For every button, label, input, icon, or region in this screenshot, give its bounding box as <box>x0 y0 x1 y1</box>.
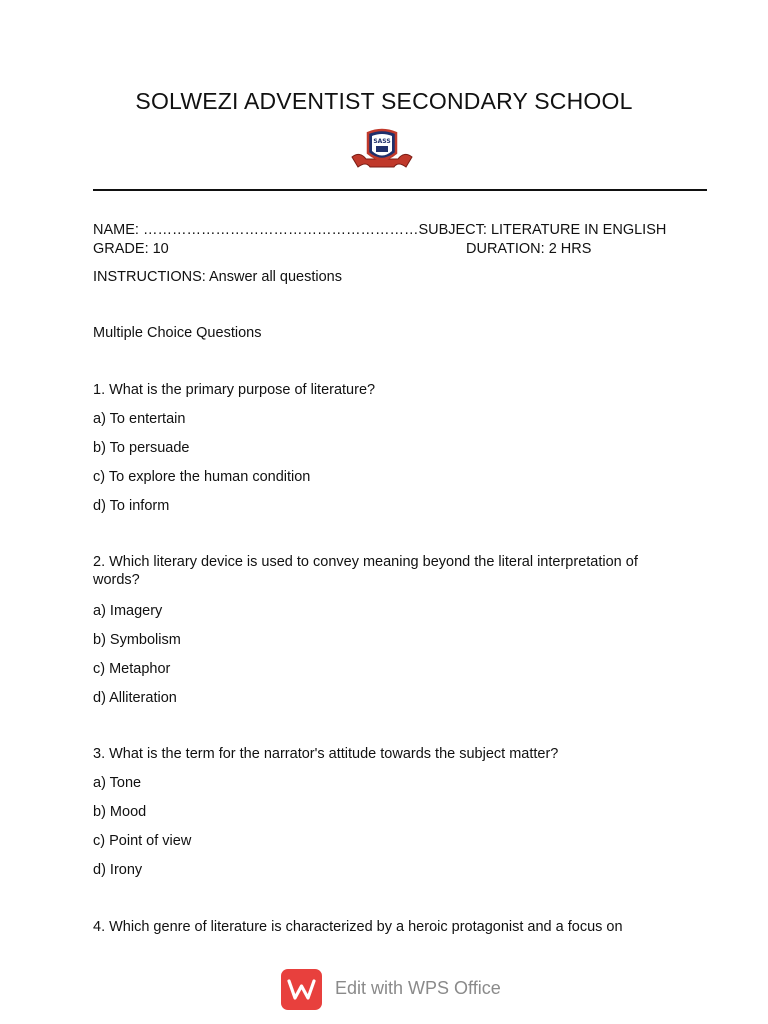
wps-logo-icon[interactable] <box>281 969 322 1010</box>
question-3-option-b: b) Mood <box>93 804 147 820</box>
question-1-option-d: d) To inform <box>93 498 170 514</box>
question-3: 3. What is the term for the narrator's attitude towards the subject matter? <box>93 746 559 762</box>
question-2-option-b: b) Symbolism <box>93 632 181 648</box>
question-2: 2. Which literary device is used to convey meaning beyond the literal interpretation of words? <box>93 554 638 588</box>
grade-line: GRADE: 10 <box>93 241 169 257</box>
school-crest-icon <box>350 127 414 173</box>
question-1-option-b: b) To persuade <box>93 440 190 456</box>
question-1-option-a: a) To entertain <box>93 411 186 427</box>
duration-line: DURATION: 2 HRS <box>466 241 592 257</box>
question-3-option-a: a) Tone <box>93 775 142 791</box>
question-2-option-d: d) Alliteration <box>93 690 177 706</box>
question-3-option-c: c) Point of view <box>93 833 192 849</box>
svg-text:SASS: SASS <box>373 138 391 145</box>
question-2-option-a: a) Imagery <box>93 603 163 619</box>
edit-with-wps-banner[interactable] <box>0 965 768 1015</box>
section-title: Multiple Choice Questions <box>93 325 262 341</box>
name-subject-line: NAME: …………………………………………………SUBJECT: LITERATURE IN ENGLISH <box>93 222 667 238</box>
header-divider <box>93 189 707 191</box>
question-3-option-d: d) Irony <box>93 862 143 878</box>
instructions-line: INSTRUCTIONS: Answer all questions <box>93 269 342 285</box>
school-title: SOLWEZI ADVENTIST SECONDARY SCHOOL <box>135 88 633 114</box>
question-4: 4. Which genre of literature is characterized by a heroic protagonist and a focus on <box>93 919 623 935</box>
question-1: 1. What is the primary purpose of literature? <box>93 382 376 398</box>
question-2-option-c: c) Metaphor <box>93 661 171 677</box>
edit-with-wps-label[interactable]: Edit with WPS Office <box>335 978 501 998</box>
question-1-option-c: c) To explore the human condition <box>93 469 311 485</box>
